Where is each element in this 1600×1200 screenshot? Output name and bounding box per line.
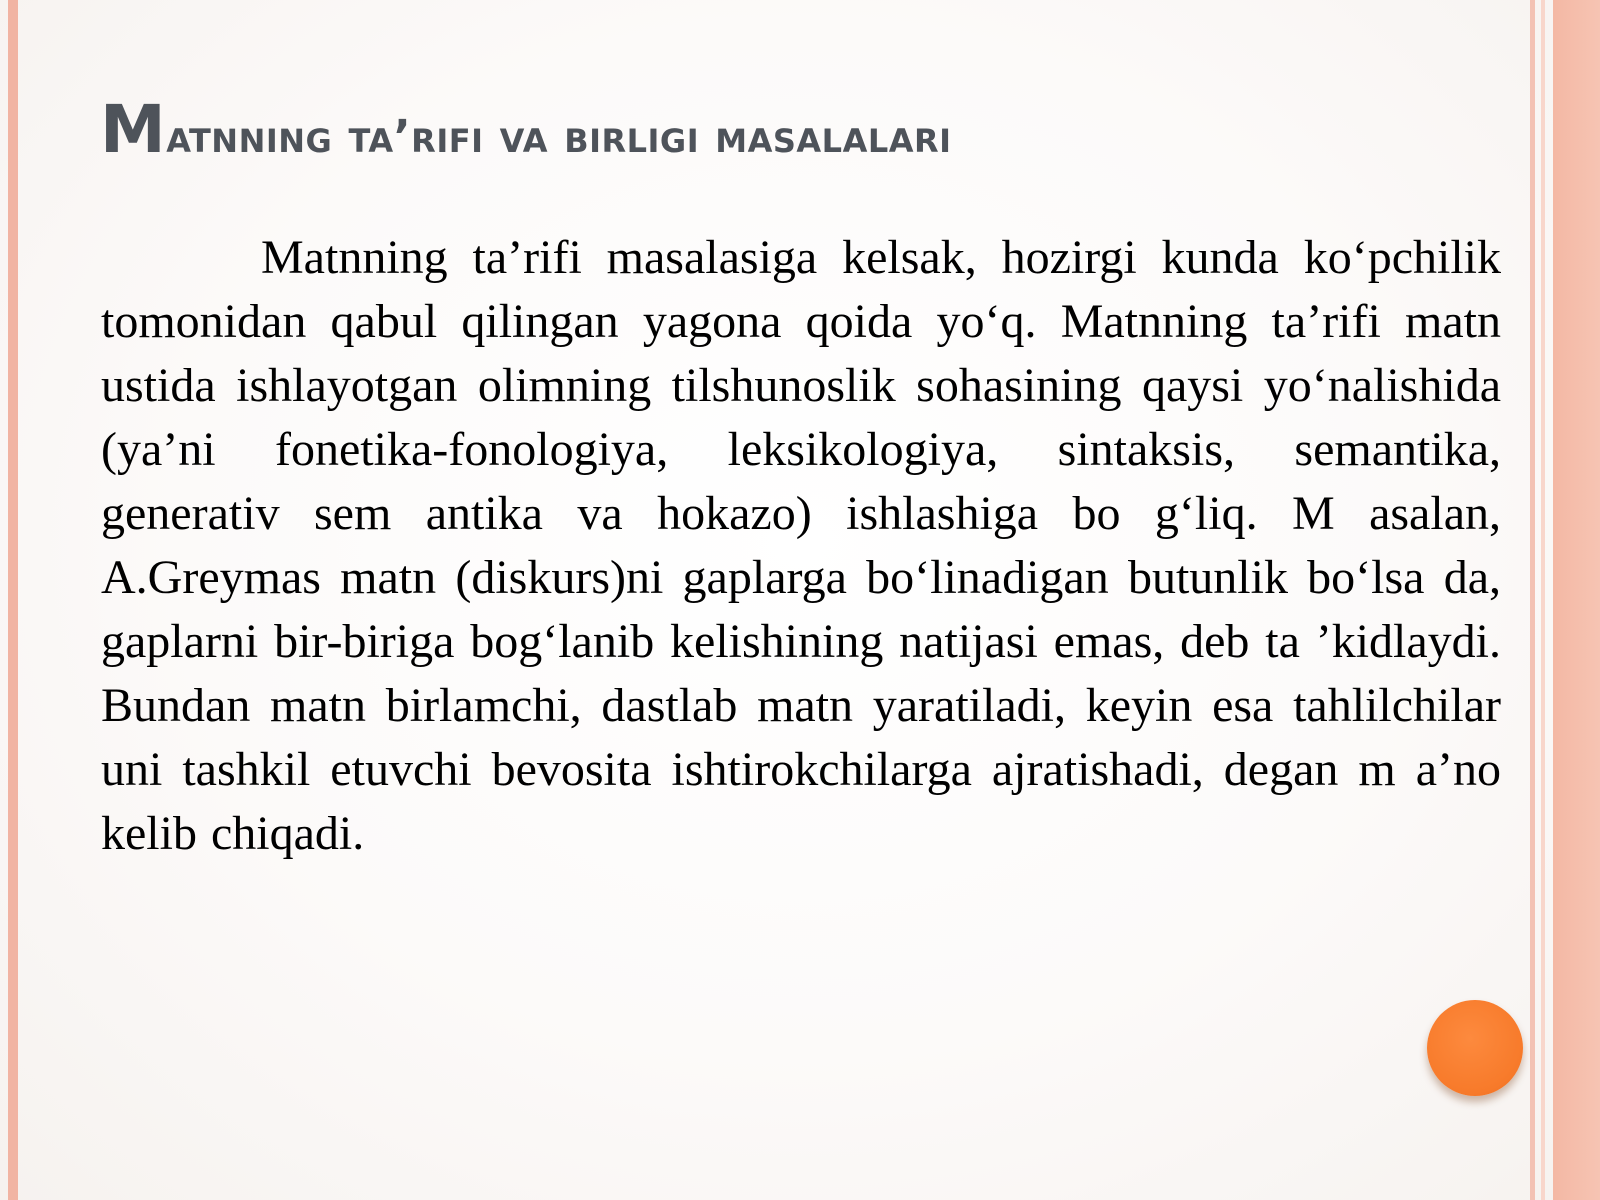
slide-title-first-letter: M xyxy=(100,91,167,168)
slide-body-text: Matnning ta’rifi masalasiga kelsak, hozirgi kunda ko‘pchilik tomonidan qabul qilingan yagona qoida yo‘q. Matnning ta’rifi matn ustida ishlayotgan olimning tilshunoslik sohasining qaysi yo‘nalishida (ya’ni fonetika-fonologiya, leksikologiya, sintaksis, semantika, generativ sem antika va hokazo) ishlashiga bo g‘liq. M asalan, A.Greymas matn (diskurs)ni gaplarga bo‘linadigan butunlik bo‘lsa da, gaplarni bir-biriga bog‘lanib kelishining natijasi emas, deb ta ’kidlaydi. Bundan matn birlamchi, dastlab matn yaratiladi, keyin esa tahlilchilar uni tashkil etuvchi bevosita ishtirokchilarga ajratishadi, degan m a’no kelib chiqadi. xyxy=(101,231,1501,860)
slide-title-rest: atnning ta’rifi va birligi masalalari xyxy=(166,110,952,163)
right-accent-stripe-inner xyxy=(1541,0,1545,1200)
next-slide-circle-icon[interactable] xyxy=(1427,1000,1523,1096)
right-accent-stripe-thin xyxy=(1530,0,1535,1200)
right-accent-stripe-wide xyxy=(1553,0,1600,1200)
left-accent-stripe xyxy=(8,0,18,1200)
slide-title xyxy=(100,92,1500,168)
